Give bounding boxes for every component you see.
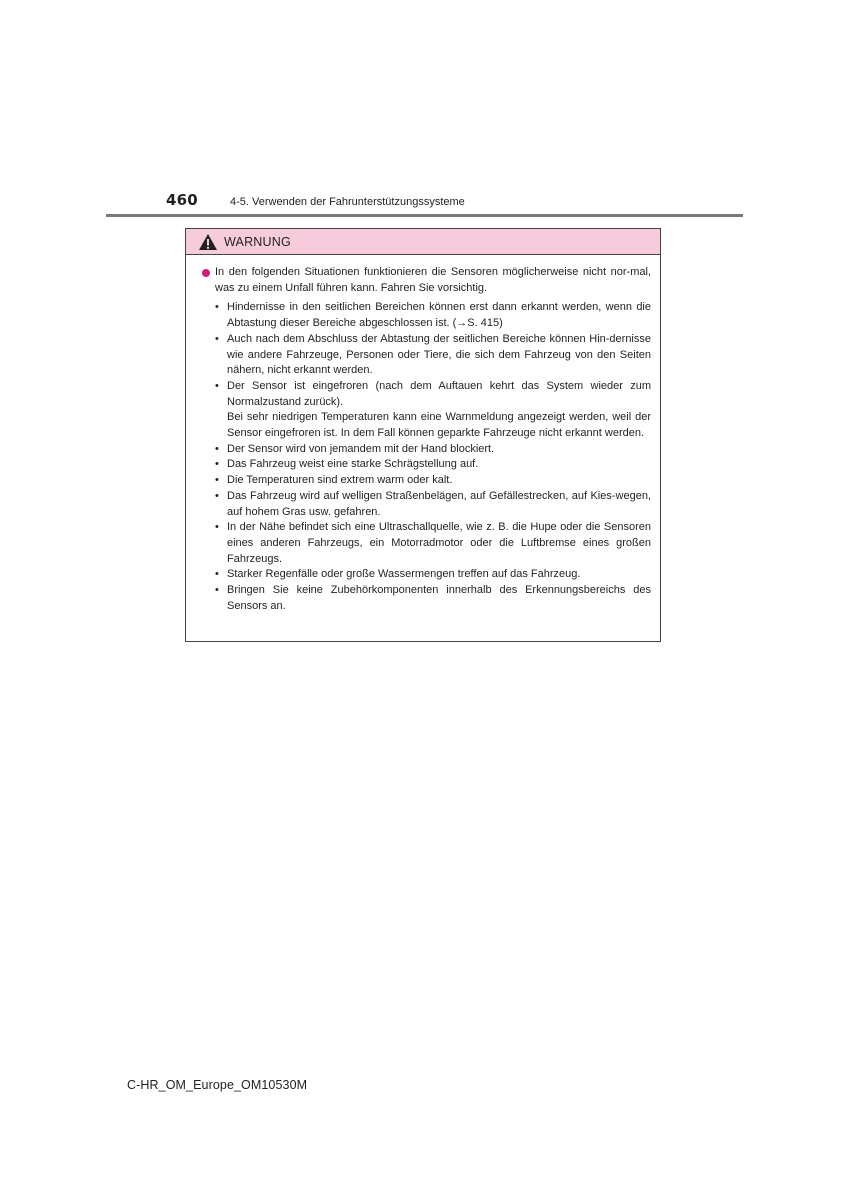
list-item-text: In der Nähe befindet sich eine Ultraschallquelle, wie z. B. die Hupe oder die Sensoren eines anderen Fahrzeugs, ein Motorradmotor oder die Luftbremse eines großen Fahrzeugs. [227,521,651,565]
document-code: C-HR_OM_Europe_OM10530M [127,1078,308,1092]
bullet-icon: • [215,489,219,502]
header-divider [106,214,743,217]
warning-intro-text: In den folgenden Situationen funktionieren die Sensoren möglicherweise nicht nor-mal, was zu einem Unfall führen kann. Fahren Sie vorsichtig. [215,266,651,294]
list-item [215,300,651,331]
list-item [215,567,651,583]
bullet-icon: • [215,442,219,455]
list-item-text: Bringen Sie keine Zubehörkomponenten innerhalb des Erkennungsbereichs des Sensors an. [227,584,651,612]
list-item [215,457,651,473]
list-item [215,332,651,379]
bullet-icon: • [215,474,219,487]
list-item [215,442,651,458]
list-item-text: Der Sensor ist eingefroren (nach dem Auftauen kehrt das System wieder zum Normalzustand zurück). [227,379,651,408]
list-item [215,520,651,567]
list-item [215,473,651,489]
list-item-text-continued: Bei sehr niedrigen Temperaturen kann eine Warnmeldung angezeigt werden, weil der Sensor eingefroren ist. In dem Fall können geparkte Fahrzeuge nicht erkannt werden. [227,411,651,440]
warning-triangle-icon [198,233,218,251]
bullet-icon: • [215,521,219,534]
list-item [215,583,651,614]
list-item-text: Hindernisse in den seitlichen Bereichen können erst dann erkannt werden, wenn die Abtastung dieser Bereiche abgeschlossen ist. (→S. 415) [227,301,651,330]
list-item-text: Der Sensor wird von jemandem mit der Hand blockiert. [227,442,495,455]
list-item-text: Auch nach dem Abschluss der Abtastung der seitlichen Bereiche können Hin-dernisse wie andere Fahrzeuge, Personen oder Tiere, die sich dem Fahrzeug von den Seiten nähern, nicht erkannt werden. [227,332,651,377]
list-item-text: Das Fahrzeug wird auf welligen Straßenbelägen, auf Gefällestrecken, auf Kies-wegen, auf hohem Gras usw. gefahren. [227,489,651,518]
warning-list [202,300,651,614]
bullet-icon: • [215,584,219,597]
section-title: 4-5. Verwenden der Fahrunterstützungssysteme [230,196,465,208]
bullet-dot-icon [202,269,210,277]
warning-title: WARNUNG [224,234,291,249]
bullet-icon: • [215,568,219,581]
page-number: 460 [166,191,198,209]
bullet-icon: • [215,301,219,314]
list-item-text: Die Temperaturen sind extrem warm oder kalt. [227,474,453,487]
bullet-icon: • [215,458,219,471]
list-item [215,489,651,520]
warning-body [186,255,660,614]
list-item [215,379,651,442]
warning-intro [202,265,651,296]
bullet-icon: • [215,379,219,392]
list-item-text: Starker Regenfälle oder große Wassermengen treffen auf das Fahrzeug. [227,568,581,581]
bullet-icon: • [215,332,219,345]
warning-box [185,228,661,642]
list-item-text: Das Fahrzeug weist eine starke Schrägstellung auf. [227,458,479,471]
warning-header [186,229,660,255]
